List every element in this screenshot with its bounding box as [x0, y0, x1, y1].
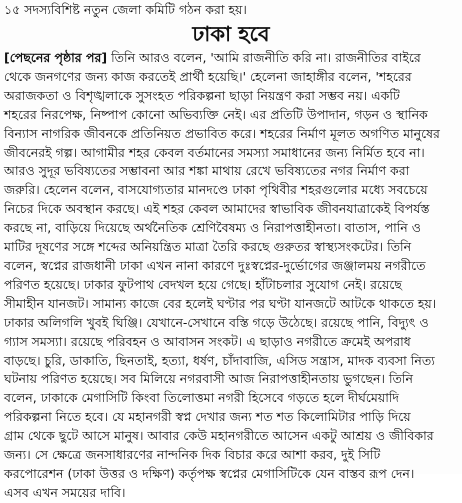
continued-from-label: [পেছনের পৃষ্ঠার পর] [4, 50, 108, 65]
previous-article-last-line: ১৫ সদস্যবিশিষ্ট নতুন জেলা কমিটি গঠন করা হয়। [4, 2, 247, 17]
body-line: বলেন, স্বপ্নের রাজধানী ঢাকা এখন নানা কারণে দুঃস্বপ্নের-দুর্ভোগের জঞ্জালময় নগরীতে [4, 257, 426, 273]
body-line: থেকে জনগণের জন্য কাজ করতেই প্রার্থী হয়েছি।' হেলেনা জাহাঙ্গীর বলেন, 'শহরের [4, 68, 412, 84]
body-line-text: তিনি আরও বলেন, 'আমি রাজনীতি করি না। রাজনীতির বাইরে [107, 50, 421, 65]
body-line: এসব এখন সময়ের দাবি। [4, 484, 126, 500]
body-line: মাটির দূষণের সঙ্গে শব্দের অনিয়ন্ত্রিত মাত্রা তৈরি করছে গুরুতর স্বাস্থ্যসংকটের। তিনি [4, 239, 412, 255]
body-line: গ্রাম থেকে ছুটে আসে মানুষ। আবার কেউ মহানগরীতে আসেন একটু আশ্রয় ও জীবিকার [4, 428, 434, 444]
body-line: বলেন, ঢাকাকে মেগাসিটি কিংবা তিলোত্তমা নগরী হিসেবে গড়তে হলে দীর্ঘমেয়াদি [4, 390, 399, 406]
body-line: করছে না, বাড়িয়ে দিয়েছে অর্থনৈতিক শ্রেণিবৈষম্য ও নিরাপত্তাহীনতা। বাতাস, পানি ও [4, 220, 421, 236]
body-line: জরুরি। হেলেন বলেন, বাসযোগ্যতার মানদণ্ডে ঢাকা পৃথিবীর শহরগুলোর মধ্যে সবচেয়ে [4, 182, 428, 198]
body-line: ঘটনায় পরিণত হয়েছে। সব মিলিয়ে নগরবাসী আজ নিরাপত্তাহীনতায় ভুগছেন। তিনি [4, 371, 413, 387]
body-line: সীমাহীন যানজট। সামান্য কাজে বের হলেই ঘণ্টার পর ঘণ্টা যানজটে আটকে থাকতে হয়। [4, 295, 437, 311]
body-line: জীবনেরই গল্প। আগামীর শহর কেবল বর্তমানের সমস্যা সমাধানের জন্য নির্মিত হবে না। [4, 144, 425, 160]
body-line: করপোরেশন (ঢাকা উত্তর ও দক্ষিণ) কর্তৃপক্ষ স্বপ্নের মেগাসিটিকে যেন বাস্তব রূপ দেন। [4, 465, 415, 481]
body-line: আরও সুদূর ভবিষ্যতের সম্ভাবনা আর শঙ্কা মাথায় রেখে ভবিষ্যতের নগর নির্মাণ করা [4, 163, 410, 179]
body-line: অরাজকতা ও বিশৃঙ্খলাকে সুসংহত পরিকল্পনা ছাড়া নিয়ন্ত্রণ করা সম্ভব নয়। একটি [4, 87, 400, 103]
body-line: বাড়ছে। চুরি, ডাকাতি, ছিনতাই, হত্যা, ধর্ষণ, চাঁদাবাজি, এসিড সন্ত্রাস, মাদক ব্যবসা নিত্য [4, 352, 435, 368]
body-line: জন্য। সে ক্ষেত্রে জনসাধারণের নান্দনিক দিক বিচার করে আশা করব, দুই সিটি [4, 447, 381, 463]
body-line: গ্যাস সমস্যা। রয়েছে পরিবহন ও আবাসন সংকট। এ ছাড়াও নগরীতে ক্রমেই অপরাধ [4, 333, 411, 349]
article-body [4, 49, 458, 503]
body-line: শহরের নিরপেক্ষ, নিষ্পাপ কোনো অভিব্যক্তি নেই। এর প্রতিটি উপাদান, গড়ন ও স্থানিক [4, 106, 428, 122]
body-line: বিন্যাস নাগরিক জীবনকে প্রতিনিয়ত প্রভাবিত করে। শহরের নির্মাণ মূলত অগণিত মানুষের [4, 125, 440, 141]
body-line: ঢাকার অলিগলি খুবই ঘিঞ্জি। যেখানে-সেখানে বস্তি গড়ে উঠেছে। রয়েছে পানি, বিদ্যুৎ ও [4, 314, 429, 330]
body-line [4, 49, 458, 68]
article-headline: ঢাকা হবে [192, 22, 270, 46]
body-line: পরিণত হয়েছে। ঢাকার ফুটপাথ বেদখল হয়ে গেছে। হাঁটাচলার সুযোগ নেই। রয়েছে [4, 276, 402, 292]
body-line: পরিকল্পনা নিতে হবে। যে মহানগরী স্বপ্ন দেখার জন্য শত শত কিলোমিটার পাড়ি দিয়ে [4, 409, 411, 425]
body-line: নিচের দিকে অবস্থান করছে। এই শহর কেবল আমাদের স্বাভাবিক জীবনযাত্রাকেই বিপর্যস্ত [4, 201, 430, 217]
